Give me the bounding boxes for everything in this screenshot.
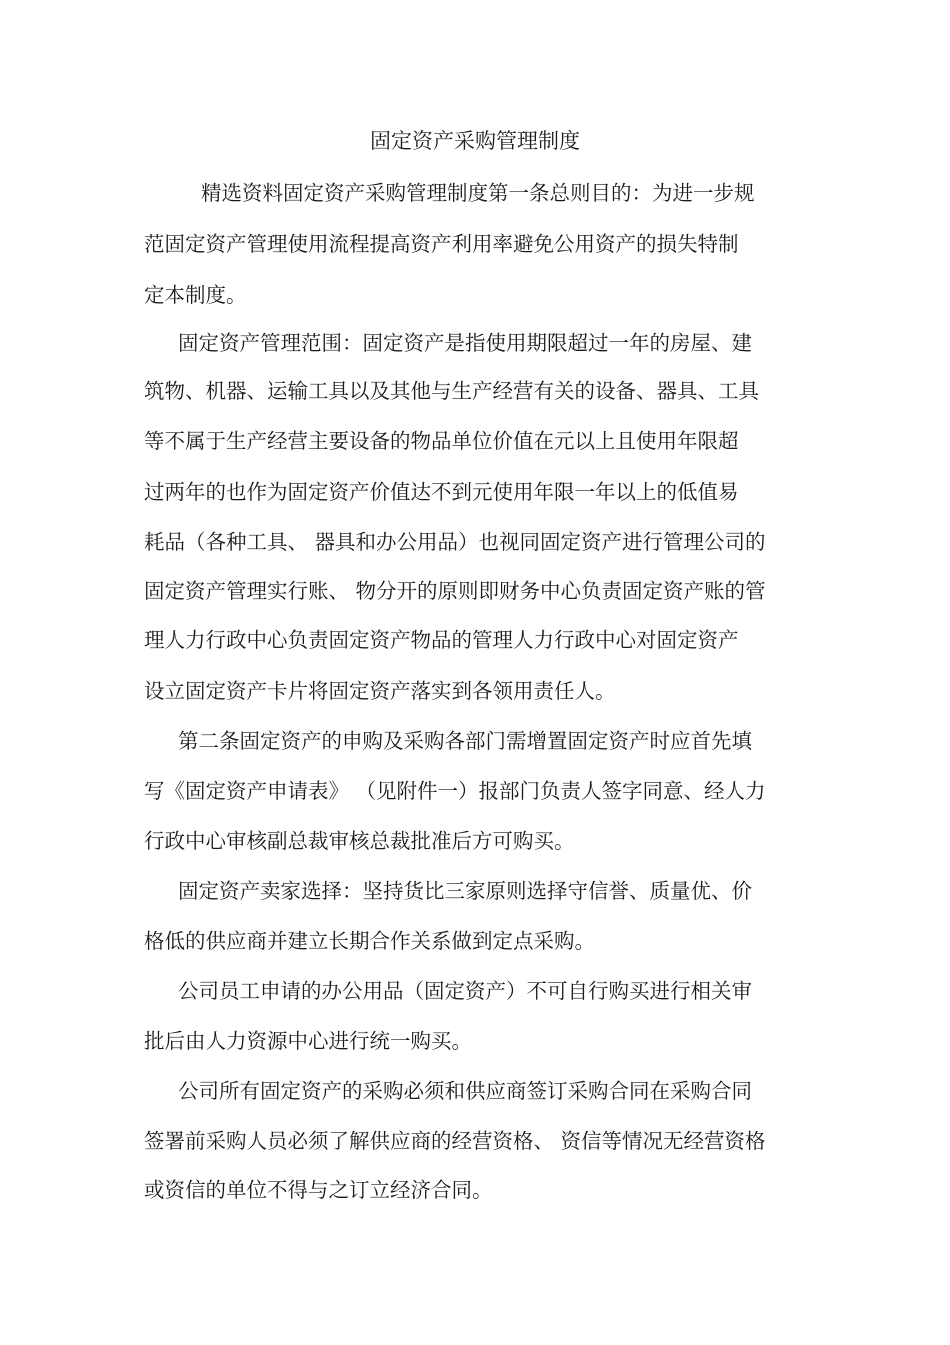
text-line: 范固定资产管理使用流程提高资产利用率避免公用资产的损失特制: [144, 232, 739, 256]
text-line: 定本制度。: [144, 283, 247, 307]
text-line: 行政中心审核副总裁审核总裁批准后方可购买。: [144, 829, 575, 853]
text-line: 固定资产管理范围：固定资产是指使用期限超过一年的房屋、建: [178, 331, 752, 355]
text-line: 耗品（各种工具、 器具和办公用品）也视同固定资产进行管理公司的: [144, 530, 766, 554]
text-line: 固定资产卖家选择：坚持货比三家原则选择守信誉、质量优、价: [178, 879, 752, 903]
text-line: 写《固定资产申请表》 （见附件一）报部门负责人签字同意、经人力: [144, 779, 766, 803]
text-line: 等不属于生产经营主要设备的物品单位价值在元以上且使用年限超: [144, 429, 739, 453]
text-line: 理人力行政中心负责固定资产物品的管理人力行政中心对固定资产: [144, 628, 739, 652]
text-line: 精选资料固定资产采购管理制度第一条总则目的：为进一步规: [201, 181, 755, 205]
document-title: 固定资产采购管理制度: [370, 129, 580, 153]
text-line: 设立固定资产卡片将固定资产落实到各领用责任人。: [144, 679, 616, 703]
text-line: 筑物、机器、运输工具以及其他与生产经营有关的设备、器具、工具: [144, 379, 759, 403]
text-line: 格低的供应商并建立长期合作关系做到定点采购。: [144, 929, 595, 953]
text-line: 固定资产管理实行账、 物分开的原则即财务中心负责固定资产账的管: [144, 579, 766, 603]
text-line: 或资信的单位不得与之订立经济合同。: [144, 1178, 493, 1202]
text-line: 签署前采购人员必须了解供应商的经营资格、 资信等情况无经营资格: [144, 1129, 766, 1153]
text-line: 批后由人力资源中心进行统一购买。: [144, 1029, 472, 1053]
text-line: 第二条固定资产的申购及采购各部门需增置固定资产时应首先填: [178, 729, 752, 753]
text-line: 过两年的也作为固定资产价值达不到元使用年限一年以上的低值易: [144, 480, 739, 504]
text-line: 公司员工申请的办公用品（固定资产）不可自行购买进行相关审: [178, 979, 752, 1003]
text-line: 公司所有固定资产的采购必须和供应商签订采购合同在采购合同: [178, 1079, 752, 1103]
